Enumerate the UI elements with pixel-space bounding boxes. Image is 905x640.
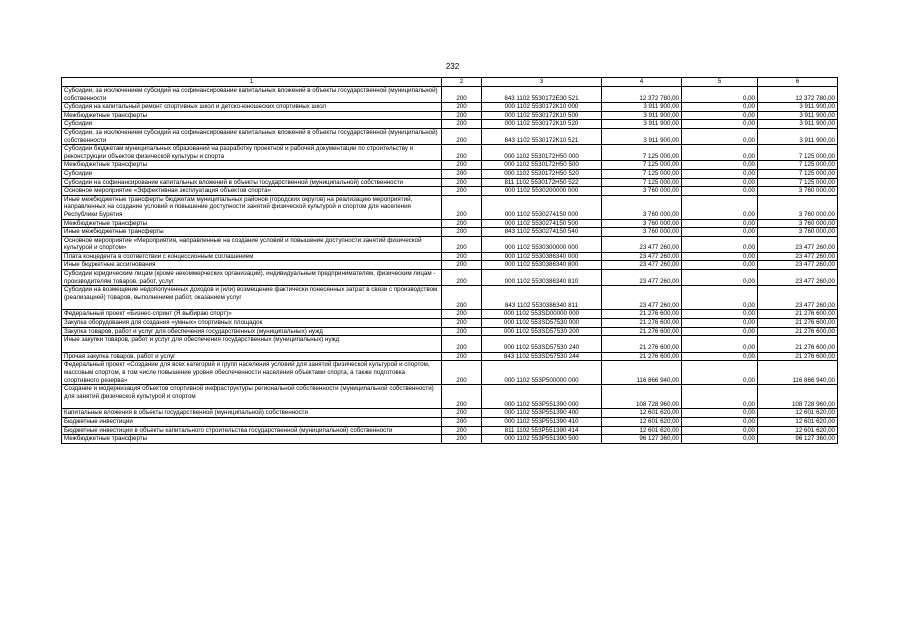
row-executed-cell: 0,00 (682, 385, 758, 409)
row-executed-cell: 0,00 (682, 319, 758, 328)
row-line-code-cell: 200 (442, 228, 482, 237)
row-remaining-cell: 23 477 260,00 (758, 261, 838, 270)
table-row (62, 310, 838, 319)
row-budget-code-cell: 000 1102 5530274150 500 (482, 219, 602, 228)
row-remaining-cell: 3 911 900,00 (758, 111, 838, 120)
row-name-cell: Капитальные вложения в объекты государственной (муниципальной) собственности (62, 409, 442, 418)
row-name-cell: Субсидии юридическим лицам (кроме некоммерческих организаций), индивидуальным предпринимателям, физическим лицам - производителям товаров, работ, услуг (62, 270, 442, 286)
row-remaining-cell: 12 372 780,00 (758, 87, 838, 103)
row-approved-cell: 3 911 900,00 (602, 111, 682, 120)
row-executed-cell: 0,00 (682, 103, 758, 112)
row-remaining-cell: 3 760 000,00 (758, 228, 838, 237)
row-name-cell: Субсидии (62, 120, 442, 129)
row-budget-code-cell: 000 1102 5530386340 810 (482, 270, 602, 286)
row-approved-cell: 3 760 000,00 (602, 228, 682, 237)
header-cell: 6 (758, 78, 838, 87)
row-budget-code-cell: 000 1102 5530300000 000 (482, 236, 602, 252)
row-executed-cell: 0,00 (682, 417, 758, 426)
row-approved-cell: 7 125 000,00 (602, 178, 682, 187)
row-budget-code-cell: 811 1102 553P551390 414 (482, 426, 602, 435)
row-approved-cell: 21 276 600,00 (602, 310, 682, 319)
row-remaining-cell: 23 477 260,00 (758, 286, 838, 310)
row-remaining-cell: 3 760 000,00 (758, 187, 838, 196)
row-remaining-cell: 21 276 600,00 (758, 319, 838, 328)
row-budget-code-cell: 811 1102 5530172Н50 522 (482, 178, 602, 187)
budget-table (61, 77, 838, 444)
row-executed-cell: 0,00 (682, 161, 758, 170)
row-name-cell: Иные бюджетные ассигнования (62, 261, 442, 270)
row-remaining-cell: 3 760 000,00 (758, 219, 838, 228)
row-executed-cell: 0,00 (682, 87, 758, 103)
row-approved-cell: 3 911 900,00 (602, 103, 682, 112)
row-budget-code-cell: 000 1102 5530172Н50 500 (482, 161, 602, 170)
header-cell: 4 (602, 78, 682, 87)
row-name-cell: Межбюджетные трансферты (62, 435, 442, 444)
row-line-code-cell: 200 (442, 385, 482, 409)
row-line-code-cell: 200 (442, 195, 482, 219)
row-line-code-cell: 200 (442, 252, 482, 261)
row-line-code-cell: 200 (442, 261, 482, 270)
row-budget-code-cell: 000 1102 553SD57530 240 (482, 336, 602, 353)
row-line-code-cell: 200 (442, 236, 482, 252)
row-approved-cell: 12 601 620,00 (602, 426, 682, 435)
row-approved-cell: 23 477 260,00 (602, 236, 682, 252)
row-approved-cell: 23 477 260,00 (602, 270, 682, 286)
row-budget-code-cell: 000 1102 553SD57530 200 (482, 327, 602, 336)
row-name-cell: Создание и модернизация объектов спортивной инфраструктуры региональной собственности (муниципальной собственности) для занятий физической культурой и спортом (62, 385, 442, 409)
row-remaining-cell: 21 276 600,00 (758, 327, 838, 336)
table-row (62, 103, 838, 112)
table-row (62, 417, 838, 426)
row-line-code-cell: 200 (442, 319, 482, 328)
row-budget-code-cell: 000 1102 5530386340 000 (482, 252, 602, 261)
row-approved-cell: 23 477 260,00 (602, 252, 682, 261)
row-executed-cell: 0,00 (682, 327, 758, 336)
row-budget-code-cell: 000 1102 553P551390 500 (482, 435, 602, 444)
row-line-code-cell: 200 (442, 435, 482, 444)
row-budget-code-cell: 000 1102 553P500000 000 (482, 361, 602, 385)
row-name-cell: Субсидии на возмещение недополученных доходов и (или) возмещение фактически понесенных затрат в связи с производством (реализацией) товаров, выполнением работ, оказанием услуг (62, 286, 442, 310)
row-budget-code-cell: 843 1102 5530172Е30 521 (482, 87, 602, 103)
row-executed-cell: 0,00 (682, 120, 758, 129)
row-executed-cell: 0,00 (682, 310, 758, 319)
table-row (62, 219, 838, 228)
row-name-cell: Бюджетные инвестиции в объекты капитального строительства государственной (муниципальной) собственности (62, 426, 442, 435)
table-row (62, 120, 838, 129)
row-line-code-cell: 200 (442, 145, 482, 161)
table-row (62, 128, 838, 144)
row-line-code-cell: 200 (442, 169, 482, 178)
row-executed-cell: 0,00 (682, 145, 758, 161)
row-name-cell: Федеральный проект «Бизнес-спринт (Я выбираю спорт)» (62, 310, 442, 319)
row-remaining-cell: 12 601 620,00 (758, 426, 838, 435)
table-row (62, 236, 838, 252)
header-cell: 2 (442, 78, 482, 87)
table-row (62, 187, 838, 196)
table-row (62, 426, 838, 435)
row-executed-cell: 0,00 (682, 261, 758, 270)
row-approved-cell: 7 125 000,00 (602, 145, 682, 161)
table-row (62, 161, 838, 170)
row-approved-cell: 3 911 900,00 (602, 128, 682, 144)
row-approved-cell: 3 760 000,00 (602, 219, 682, 228)
row-budget-code-cell: 843 1102 5530386340 811 (482, 286, 602, 310)
table-body (62, 87, 838, 444)
row-approved-cell: 21 276 600,00 (602, 352, 682, 361)
row-name-cell: Субсидии, за исключением субсидий на софинансирование капитальных вложений в объекты государственной (муниципальной) собственности (62, 87, 442, 103)
row-executed-cell: 0,00 (682, 426, 758, 435)
header-cell: 1 (62, 78, 442, 87)
row-name-cell: Закупка товаров, работ и услуг для обеспечения государственных (муниципальных) нужд (62, 327, 442, 336)
row-line-code-cell: 200 (442, 327, 482, 336)
row-name-cell: Субсидии на софинансирование капитальных вложений в объекты государственной (муниципальной) собственности (62, 178, 442, 187)
row-name-cell: Прочая закупка товаров, работ и услуг (62, 352, 442, 361)
row-approved-cell: 3 760 000,00 (602, 187, 682, 196)
row-line-code-cell: 200 (442, 361, 482, 385)
row-line-code-cell: 200 (442, 87, 482, 103)
row-remaining-cell: 7 125 000,00 (758, 145, 838, 161)
table-row (62, 336, 838, 353)
row-approved-cell: 12 601 620,00 (602, 417, 682, 426)
row-name-cell: Межбюджетные трансферты (62, 161, 442, 170)
row-line-code-cell: 200 (442, 417, 482, 426)
row-executed-cell: 0,00 (682, 252, 758, 261)
row-budget-code-cell: 000 1102 5530200000 000 (482, 187, 602, 196)
row-remaining-cell: 21 276 600,00 (758, 352, 838, 361)
row-executed-cell: 0,00 (682, 195, 758, 219)
row-remaining-cell: 3 911 900,00 (758, 120, 838, 129)
row-executed-cell: 0,00 (682, 187, 758, 196)
row-budget-code-cell: 000 1102 553P551390 400 (482, 409, 602, 418)
page-number: 232 (445, 62, 460, 71)
row-executed-cell: 0,00 (682, 270, 758, 286)
row-line-code-cell: 200 (442, 219, 482, 228)
row-remaining-cell: 7 125 000,00 (758, 169, 838, 178)
row-budget-code-cell: 843 1102 553SD57530 244 (482, 352, 602, 361)
table-row (62, 352, 838, 361)
table-row (62, 286, 838, 310)
row-line-code-cell: 200 (442, 187, 482, 196)
row-executed-cell: 0,00 (682, 236, 758, 252)
table-row (62, 261, 838, 270)
row-executed-cell: 0,00 (682, 361, 758, 385)
row-approved-cell: 23 477 260,00 (602, 286, 682, 310)
table-row (62, 252, 838, 261)
row-executed-cell: 0,00 (682, 111, 758, 120)
row-executed-cell: 0,00 (682, 336, 758, 353)
row-name-cell: Межбюджетные трансферты (62, 219, 442, 228)
row-approved-cell: 108 728 960,00 (602, 385, 682, 409)
row-line-code-cell: 200 (442, 286, 482, 310)
row-budget-code-cell: 843 1102 5530274150 540 (482, 228, 602, 237)
row-remaining-cell: 23 477 260,00 (758, 270, 838, 286)
row-remaining-cell: 23 477 260,00 (758, 236, 838, 252)
row-remaining-cell: 116 866 940,00 (758, 361, 838, 385)
table-row (62, 228, 838, 237)
row-budget-code-cell: 000 1102 553P551390 000 (482, 385, 602, 409)
row-name-cell: Основное мероприятие «Мероприятия, направленные на создание условий и повышение доступности занятий физической культурой и спортом» (62, 236, 442, 252)
row-line-code-cell: 200 (442, 409, 482, 418)
table-row (62, 169, 838, 178)
row-budget-code-cell: 000 1102 5530386340 800 (482, 261, 602, 270)
header-cell: 3 (482, 78, 602, 87)
row-name-cell: Закупка оборудования для создания «умных» спортивных площадок (62, 319, 442, 328)
row-line-code-cell: 200 (442, 352, 482, 361)
row-line-code-cell: 200 (442, 120, 482, 129)
row-approved-cell: 3 760 000,00 (602, 195, 682, 219)
table-row (62, 195, 838, 219)
row-approved-cell: 12 601 620,00 (602, 409, 682, 418)
row-approved-cell: 7 125 000,00 (602, 161, 682, 170)
row-approved-cell: 23 477 260,00 (602, 261, 682, 270)
row-executed-cell: 0,00 (682, 352, 758, 361)
row-line-code-cell: 200 (442, 270, 482, 286)
row-name-cell: Плата концедента в соответствии с концессионным соглашением (62, 252, 442, 261)
row-budget-code-cell: 843 1102 5530172К10 521 (482, 128, 602, 144)
row-name-cell: Федеральный проект «Создание для всех категорий и групп населения условий для занятий физической культурой и спортом, массовым спортом, в том числе повышение уровня обеспеченности населения объектами спорта, а также подготовка спортивного резерва» (62, 361, 442, 385)
row-remaining-cell: 21 276 600,00 (758, 336, 838, 353)
row-name-cell: Иные межбюджетные трансферты бюджетам муниципальных районов (городских округов) на реализацию мероприятий, направленных на создание условий и повышение доступности занятий физической культурой и спортом для населения Республики Бурятия (62, 195, 442, 219)
row-budget-code-cell: 000 1102 5530172Н50 000 (482, 145, 602, 161)
row-name-cell: Бюджетные инвестиции (62, 417, 442, 426)
row-budget-code-cell: 000 1102 5530172К10 000 (482, 103, 602, 112)
row-budget-code-cell: 000 1102 553P551390 410 (482, 417, 602, 426)
row-remaining-cell: 23 477 260,00 (758, 252, 838, 261)
row-executed-cell: 0,00 (682, 128, 758, 144)
row-executed-cell: 0,00 (682, 228, 758, 237)
row-name-cell: Субсидии, за исключением субсидий на софинансирование капитальных вложений в объекты государственной (муниципальной) собственности (62, 128, 442, 144)
row-line-code-cell: 200 (442, 310, 482, 319)
row-budget-code-cell: 000 1102 5530172К10 500 (482, 111, 602, 120)
row-executed-cell: 0,00 (682, 219, 758, 228)
row-remaining-cell: 21 276 600,00 (758, 310, 838, 319)
table-row (62, 145, 838, 161)
row-approved-cell: 3 911 900,00 (602, 120, 682, 129)
row-name-cell: Субсидии (62, 169, 442, 178)
row-remaining-cell: 3 760 000,00 (758, 195, 838, 219)
row-name-cell: Основное мероприятие «Эффективная эксплуатация объектов спорта» (62, 187, 442, 196)
row-line-code-cell: 200 (442, 336, 482, 353)
row-line-code-cell: 200 (442, 426, 482, 435)
table-row (62, 319, 838, 328)
row-remaining-cell: 12 601 620,00 (758, 417, 838, 426)
row-executed-cell: 0,00 (682, 286, 758, 310)
row-executed-cell: 0,00 (682, 409, 758, 418)
row-line-code-cell: 200 (442, 178, 482, 187)
row-line-code-cell: 200 (442, 128, 482, 144)
row-executed-cell: 0,00 (682, 178, 758, 187)
row-remaining-cell: 108 728 960,00 (758, 385, 838, 409)
row-name-cell: Субсидия на капитальный ремонт спортивных школ и детско-юношеских спортивных школ (62, 103, 442, 112)
row-budget-code-cell: 000 1102 5530172К10 520 (482, 120, 602, 129)
row-approved-cell: 96 127 360,00 (602, 435, 682, 444)
row-line-code-cell: 200 (442, 103, 482, 112)
row-executed-cell: 0,00 (682, 169, 758, 178)
row-name-cell: Межбюджетные трансферты (62, 111, 442, 120)
row-approved-cell: 21 276 600,00 (602, 319, 682, 328)
row-budget-code-cell: 000 1102 553SD57530 000 (482, 319, 602, 328)
table-row (62, 361, 838, 385)
row-remaining-cell: 7 125 000,00 (758, 178, 838, 187)
table-row (62, 385, 838, 409)
row-remaining-cell: 7 125 000,00 (758, 161, 838, 170)
row-name-cell: Субсидии бюджетам муниципальных образований на разработку проектной и рабочей документации по строительству и реконструкции объектов физической культуры и спорта (62, 145, 442, 161)
table-row (62, 270, 838, 286)
table-row (62, 409, 838, 418)
row-approved-cell: 12 372 780,00 (602, 87, 682, 103)
row-approved-cell: 7 125 000,00 (602, 169, 682, 178)
row-budget-code-cell: 000 1102 5530274150 000 (482, 195, 602, 219)
row-approved-cell: 21 276 600,00 (602, 336, 682, 353)
table-row (62, 111, 838, 120)
table-row (62, 87, 838, 103)
row-name-cell: Иные закупки товаров, работ и услуг для обеспечения государственных (муниципальных) нужд (62, 336, 442, 353)
row-line-code-cell: 200 (442, 161, 482, 170)
row-approved-cell: 21 276 600,00 (602, 327, 682, 336)
row-budget-code-cell: 000 1102 5530172Н50 520 (482, 169, 602, 178)
row-remaining-cell: 3 911 900,00 (758, 103, 838, 112)
table-row (62, 178, 838, 187)
row-approved-cell: 116 866 940,00 (602, 361, 682, 385)
header-row (62, 78, 838, 87)
row-remaining-cell: 12 601 620,00 (758, 409, 838, 418)
row-remaining-cell: 3 911 900,00 (758, 128, 838, 144)
row-remaining-cell: 96 127 360,00 (758, 435, 838, 444)
table-row (62, 327, 838, 336)
row-executed-cell: 0,00 (682, 435, 758, 444)
table-row (62, 435, 838, 444)
row-line-code-cell: 200 (442, 111, 482, 120)
row-budget-code-cell: 000 1102 553SD00000 000 (482, 310, 602, 319)
row-name-cell: Иные межбюджетные трансферты (62, 228, 442, 237)
header-cell: 5 (682, 78, 758, 87)
